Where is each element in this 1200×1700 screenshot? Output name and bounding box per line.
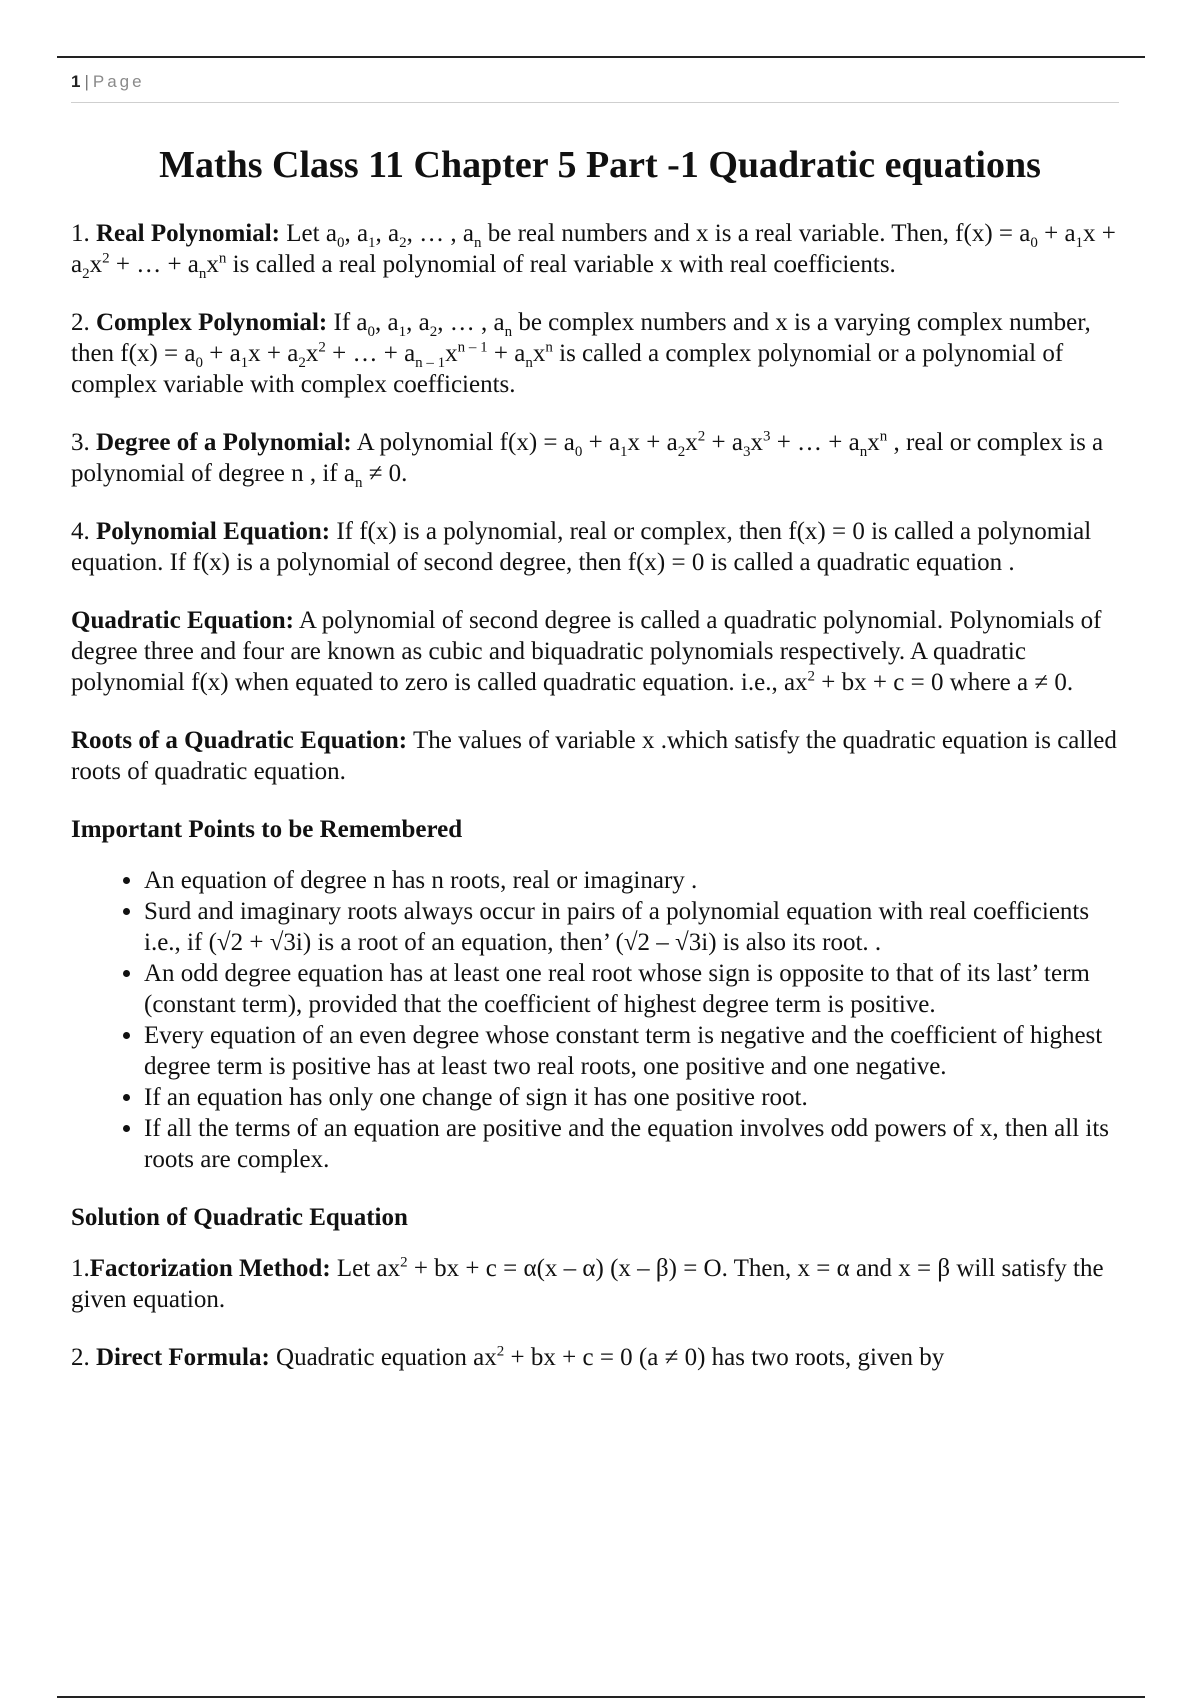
list-item: • An equation of degree n has n roots, real or imaginary .	[144, 865, 1131, 896]
document-title: Maths Class 11 Chapter 5 Part -1 Quadratic equations	[159, 144, 1041, 186]
page-separator: |	[84, 72, 89, 91]
solution-heading: Solution of Quadratic Equation	[71, 1204, 408, 1231]
term-label: Real Polynomial:	[96, 220, 281, 247]
quadratic-equation-paragraph: Quadratic Equation: A polynomial of second degree is called a quadratic polynomial. Polynomials of degree three and four are known as cubic and biquadratic polynomials respectively. A quadratic polynomial f(x) when equated to zero is called quadratic equation. i.e., $ax^2$ + bx + c = 0 where a ≠ 0.	[71, 607, 1102, 696]
page-label: Page	[92, 72, 145, 91]
list-item: • Surd and imaginary roots always occur in pairs of a polynomial equation with real coefficients i.e., if (√2 + √3i) is a root of an equation, then’ (√2 – √3i) is also its root. .	[144, 896, 1131, 958]
term-label: Degree of a Polynomial:	[96, 429, 352, 456]
term-label: Quadratic Equation:	[71, 607, 294, 634]
direct-formula-paragraph: 2. Direct Formula: Quadratic equation $ax^2$ + bx + c = 0 (a ≠ 0) has two roots, given by	[71, 1343, 945, 1371]
bottom-rule	[57, 1696, 1145, 1698]
term-label: Factorization Method:	[89, 1255, 331, 1282]
important-points-list	[71, 865, 1131, 1175]
term-label: Direct Formula:	[96, 1344, 270, 1371]
degree-paragraph: 3. Degree of a Polynomial: A polynomial $f(x) = a_0 + a_1x + a_2x^2 + a_3x^3$ + … + $a_nx^n$ , real or complex is a polynomial of degree n , if $a_n \ne 0$.	[71, 428, 1104, 491]
document-body	[71, 218, 1131, 1400]
roots-paragraph: Roots of a Quadratic Equation: The values of variable x .which satisfy the quadratic equation is called roots of quadratic equation.	[71, 727, 1117, 785]
polynomial-equation-paragraph: 4. Polynomial Equation: If f(x) is a polynomial, real or complex, then f(x) = 0 is called a polynomial equation. If f(x) is a polynomial of second degree, then f(x) = 0 is called a quadratic equation .	[71, 518, 1092, 576]
important-points-heading: Important Points to be Remembered	[71, 816, 463, 843]
page-header	[71, 72, 1119, 103]
real-polynomial-paragraph: 1. Real Polynomial: Let $a_0$, $a_1$, $a_2$, … , $a_n$ be real numbers and x is a real variable. Then, $f(x) = a_0 + a_1x + a_2x^2$ + … + $a_nx^n$ is called a real polynomial of real variable x with real coefficients.	[71, 220, 1116, 282]
term-label: Complex Polynomial:	[96, 309, 328, 336]
term-label: Polynomial Equation:	[96, 518, 331, 545]
term-label: Roots of a Quadratic Equation:	[71, 727, 408, 754]
list-item: • If all the terms of an equation are positive and the equation involves odd powers of x, then all its roots are complex.	[144, 1113, 1131, 1175]
complex-polynomial-paragraph: 2. Complex Polynomial: If $a_0$, $a_1$, $a_2$, … , $a_n$ be complex numbers and x is a varying complex number, then $f(x) = a_0 + a_1x + a_2x^2$ + … + $a_{n - 1}x^{n - 1} + a_nx^n$ is called a complex polynomial or a polynomial of complex variable with complex coefficients.	[71, 309, 1091, 398]
list-item: • Every equation of an even degree whose constant term is negative and the coefficient of highest degree term is positive has at least two real roots, one positive and one negative.	[144, 1020, 1131, 1082]
page-number: 1	[71, 72, 81, 91]
top-rule	[57, 56, 1145, 58]
factorization-paragraph: 1.Factorization Method: Let $ax^2$ + bx + c = α(x – α) (x – β) = O. Then, x = α and x = β will satisfy the given equation.	[71, 1254, 1104, 1313]
list-item: • An odd degree equation has at least one real root whose sign is opposite to that of its last’ term (constant term), provided that the coefficient of highest degree term is positive.	[144, 958, 1131, 1020]
list-item: • If an equation has only one change of sign it has one positive root.	[144, 1082, 1131, 1113]
